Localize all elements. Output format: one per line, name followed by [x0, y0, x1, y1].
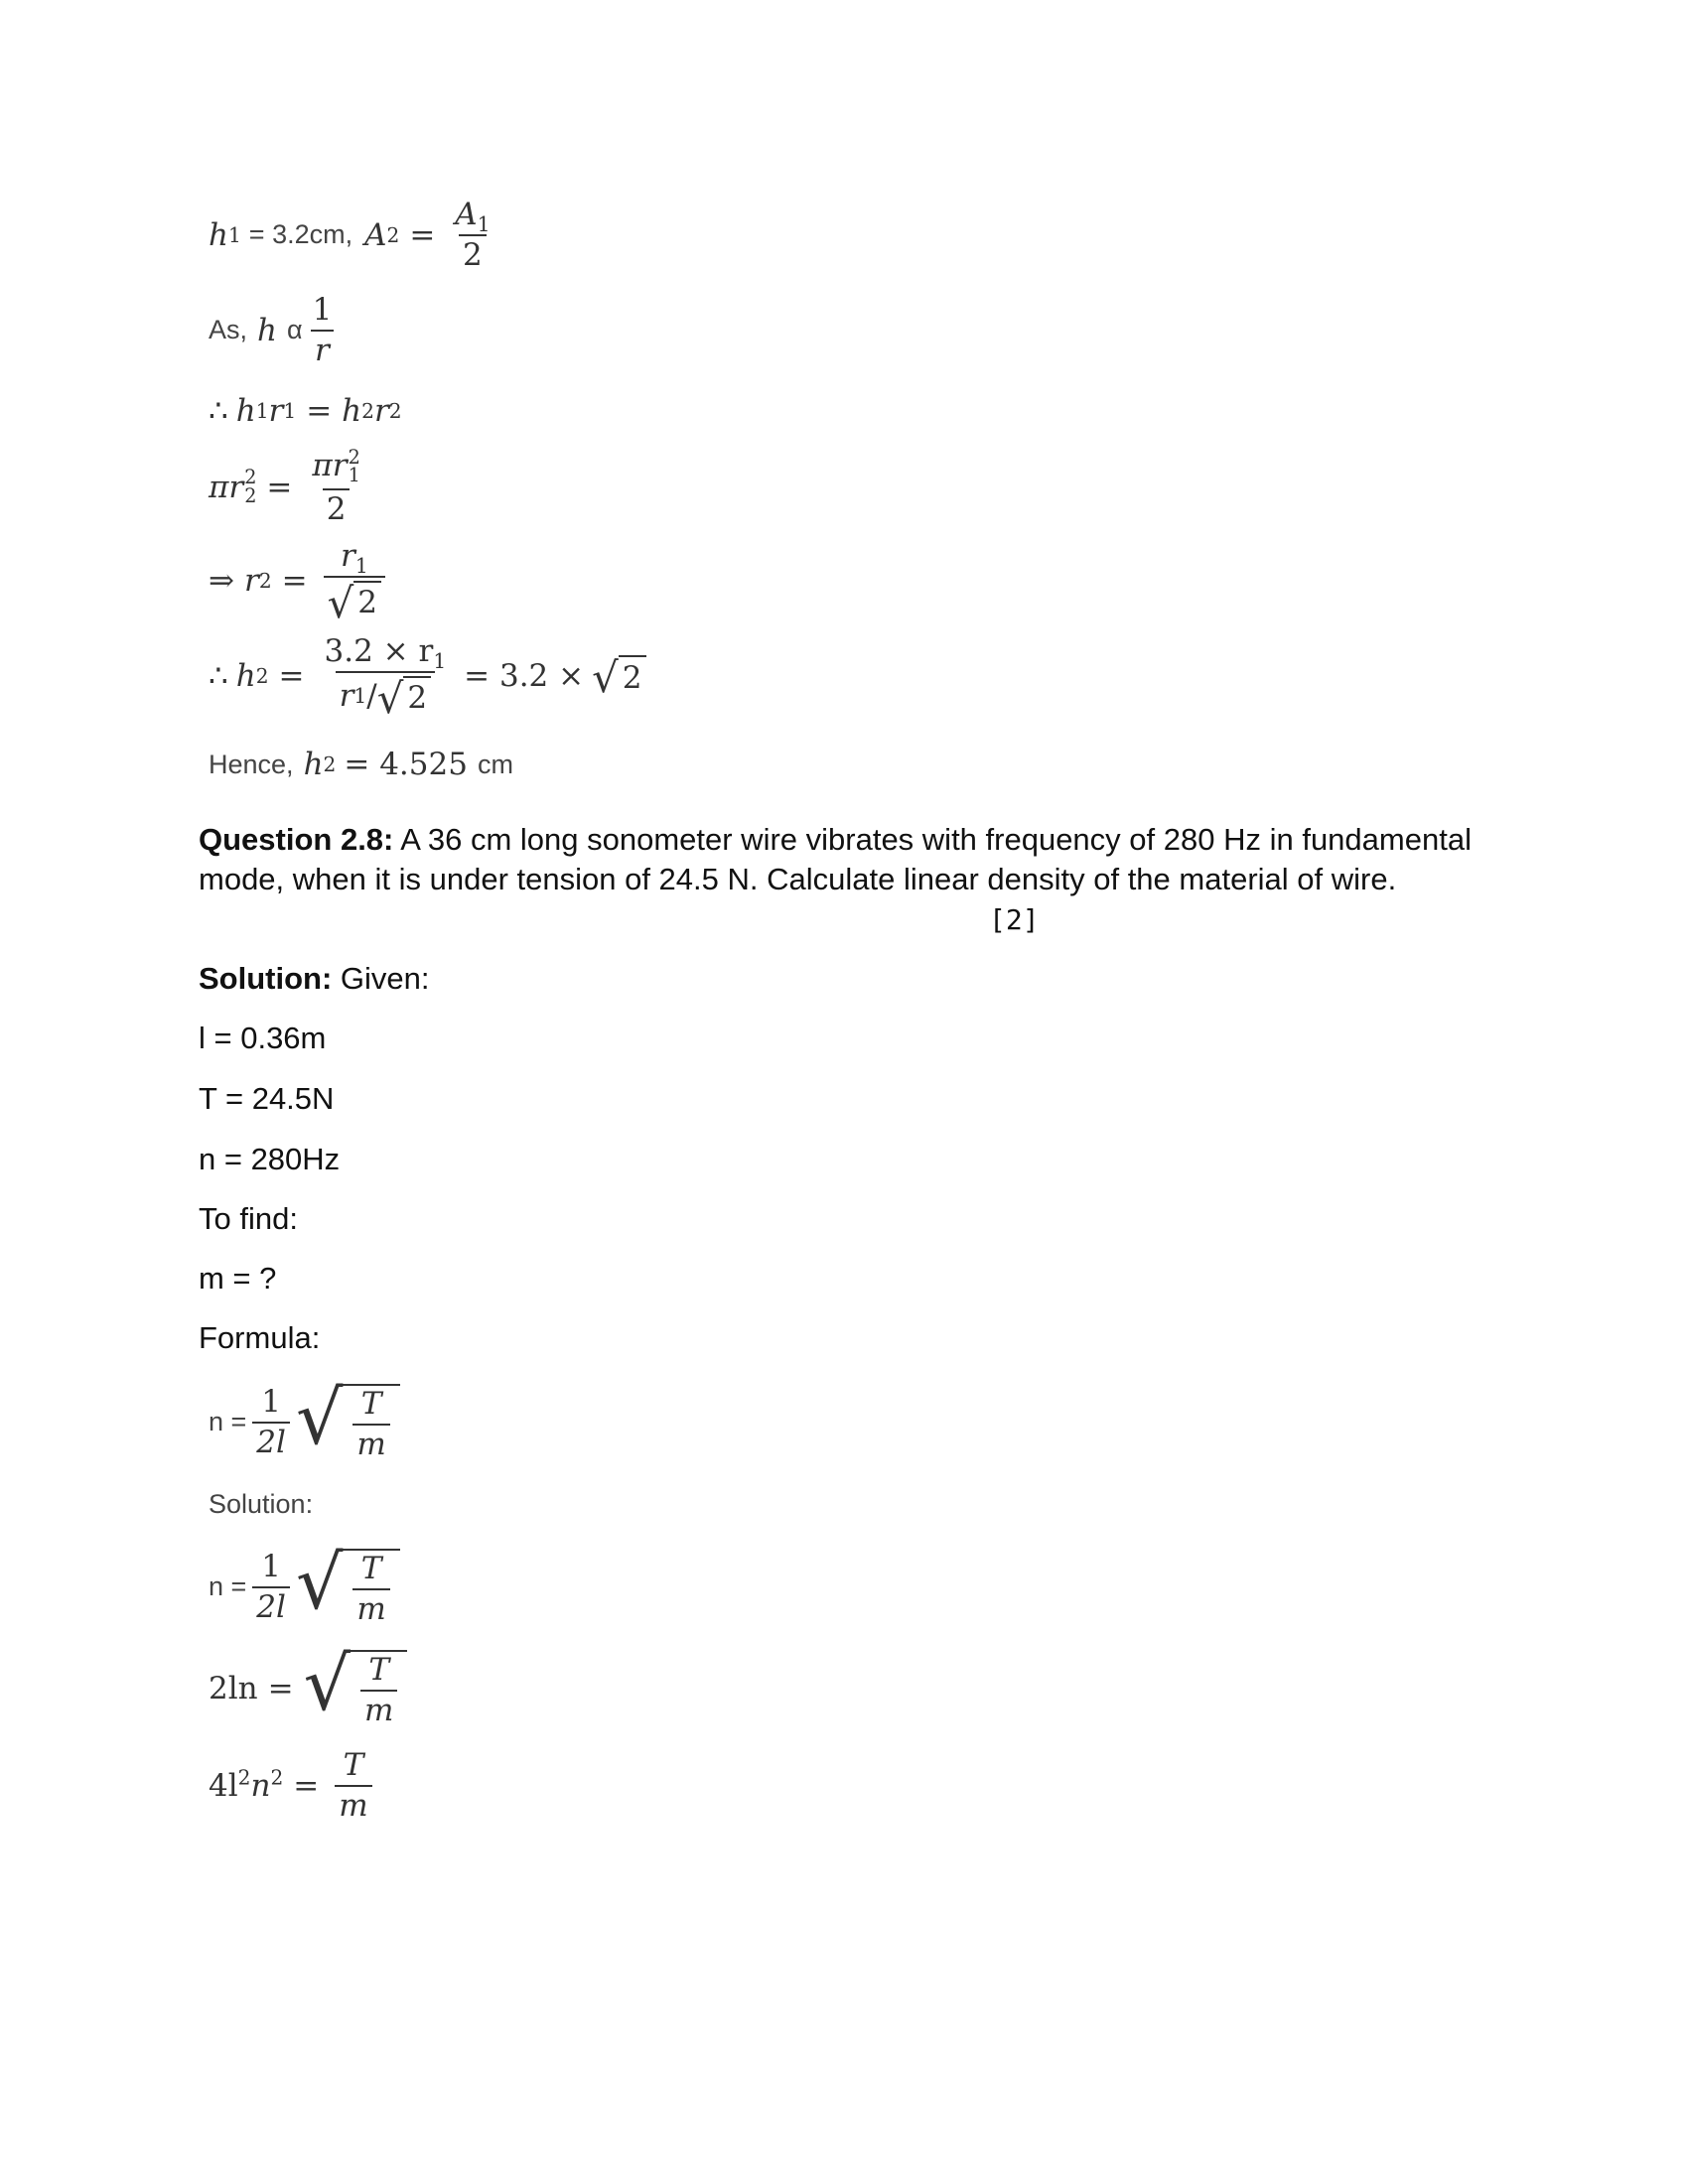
subscript: 1: [477, 212, 491, 237]
unit-text: cm: [477, 749, 513, 779]
fraction: [451, 199, 493, 271]
sup-sub: [244, 466, 257, 507]
var-h: h: [235, 393, 256, 429]
numerator: 3.2 × r: [324, 633, 434, 669]
denominator: m: [356, 1590, 386, 1627]
step3-equation: [209, 1749, 378, 1822]
denominator: m: [356, 1426, 386, 1462]
equation-h1-a2: h 1 = 3.2cm, A 2 = $\frac{A_1}{2}$: [209, 199, 500, 271]
fraction: $3.2 \times r_1$ r 1 / √ 2: [324, 633, 447, 723]
fraction: [324, 538, 385, 627]
radical-sign: √: [303, 1641, 351, 1727]
fraction: [308, 446, 363, 527]
var-r: r: [243, 563, 259, 600]
equation-h2: ∴ h 2 = $3.2 \times r_1$ r 1 / √ 2 = 3.2 × √ 2: [209, 635, 646, 717]
numerator: T: [360, 1551, 382, 1586]
numerator: 1: [312, 292, 333, 328]
step1-equation: [209, 1540, 400, 1627]
subscript: 1: [354, 554, 368, 579]
radical-sign: √: [327, 578, 354, 627]
radical-sign: √: [376, 673, 404, 723]
denominator: 2l: [256, 1588, 286, 1625]
equals-sign: =: [409, 216, 436, 253]
equals-sign: =: [281, 563, 308, 600]
var-h: h: [209, 216, 228, 253]
fraction: [252, 1386, 290, 1458]
result-expression: = 3.2 ×: [464, 658, 585, 695]
fraction: [335, 1749, 371, 1822]
numerator: T: [368, 1652, 390, 1688]
var-r: r: [373, 393, 389, 429]
square-root: [376, 673, 431, 723]
square-root: [592, 653, 645, 703]
solution-sublabel-text: Solution:: [209, 1489, 314, 1519]
lhs-4l2n2: [209, 1765, 284, 1804]
var-a: A: [364, 216, 387, 253]
var-r: r: [268, 393, 284, 429]
radical-sign: √: [295, 1540, 344, 1626]
fraction: [352, 1553, 389, 1625]
as-text: As,: [209, 315, 248, 345]
unknown-m: m = ?: [199, 1261, 277, 1296]
hence-text: Hence,: [209, 749, 294, 779]
fraction: [360, 1654, 397, 1726]
numerator: 1: [261, 1549, 281, 1584]
denominator: m: [339, 1787, 368, 1824]
superscript: 2: [237, 1765, 251, 1790]
radicand: 2: [619, 655, 646, 697]
denominator: r: [315, 332, 330, 368]
radical-sign: √: [295, 1375, 344, 1461]
to-find-label: To find:: [199, 1201, 298, 1236]
numerator: r: [341, 538, 355, 574]
radicand: 2: [403, 676, 431, 718]
equals-sign: =: [293, 1767, 320, 1804]
numerator: T: [360, 1386, 382, 1422]
solution-heading: [199, 959, 1489, 999]
superscript: 2: [348, 446, 360, 469]
numerator: 1: [261, 1384, 281, 1420]
var-h: h: [235, 658, 256, 695]
n-equals: n =: [209, 1571, 247, 1602]
equation-r2: ⇒ r 2 = $r_1$ √ 2: [209, 540, 391, 621]
equation-area: [209, 446, 370, 527]
equals-sign: =: [306, 393, 333, 429]
var-h: h: [342, 393, 362, 429]
formula-label: Formula:: [199, 1320, 321, 1355]
denominator: m: [364, 1692, 394, 1728]
square-root: [295, 1375, 400, 1462]
slash: /: [366, 678, 377, 715]
radicand: [343, 1549, 399, 1625]
numerator: T: [343, 1747, 364, 1783]
n-equals: n =: [209, 1407, 247, 1437]
equation-result: Hence, h 2 = 4.525 cm: [209, 747, 513, 782]
square-root: [303, 1641, 408, 1728]
equals-sign: =: [266, 469, 293, 505]
subscript: 2: [244, 483, 257, 507]
given-tension: T = 24.5N: [199, 1081, 335, 1116]
therefore-symbol: ∴: [209, 393, 228, 429]
marks-badge: [2]: [989, 903, 1040, 936]
value-text: = 3.2cm,: [248, 219, 353, 250]
result-value: = 4.525: [344, 747, 468, 782]
step2-equation: [209, 1641, 407, 1728]
denominator: 2l: [256, 1424, 286, 1460]
fraction: [309, 294, 337, 366]
radicand: [351, 1650, 407, 1726]
denominator: 2: [459, 234, 487, 272]
question-text: A 36 cm long sonometer wire vibrates with frequency of 280 Hz in fundamental mode, when it is under tension of 24.5 N. Calculate linear density of the material of wire.: [199, 822, 1472, 896]
radical-sign: √: [592, 653, 619, 703]
equals-sign: =: [278, 658, 305, 695]
implies-arrow: ⇒: [209, 563, 234, 600]
pi-r: πr: [209, 469, 244, 505]
equation-proportional: [209, 294, 342, 366]
var-h: h: [303, 747, 324, 782]
subscript: 1: [433, 649, 447, 674]
square-root: [295, 1540, 400, 1627]
given-text: Given:: [332, 961, 430, 996]
square-root: [327, 578, 381, 627]
therefore-symbol: ∴: [209, 658, 228, 695]
superscript: 2: [244, 466, 257, 489]
sup-sub: [348, 446, 360, 487]
given-frequency: n = 280Hz: [199, 1142, 341, 1176]
var-h: h: [257, 312, 277, 348]
lhs-2ln: 2ln: [209, 1670, 258, 1706]
numerator: A: [455, 197, 478, 232]
radicand: [343, 1384, 399, 1460]
radicand: 2: [353, 581, 381, 622]
solution-label: Solution:: [199, 961, 333, 996]
denominator: 2: [323, 488, 351, 526]
fraction: [252, 1551, 290, 1623]
fraction: [352, 1388, 389, 1460]
var-r: r: [339, 678, 354, 715]
subscript: 1: [348, 464, 360, 487]
formula-equation: [209, 1375, 400, 1462]
alpha-symbol: α: [286, 315, 303, 345]
equation-h1r1-h2r2: ∴ h 1 r 1 = h 2 r 2: [209, 393, 402, 429]
lhs-part: 4l: [209, 1767, 238, 1804]
superscript: 2: [270, 1765, 284, 1790]
lhs-part: n: [250, 1767, 271, 1804]
numerator: πr: [312, 447, 348, 483]
solution-sublabel: [209, 1485, 313, 1521]
question-paragraph: [199, 820, 1489, 899]
given-length: l = 0.36m: [199, 1021, 327, 1055]
question-label: Question 2.8:: [199, 822, 394, 857]
equals-sign: =: [267, 1670, 294, 1706]
